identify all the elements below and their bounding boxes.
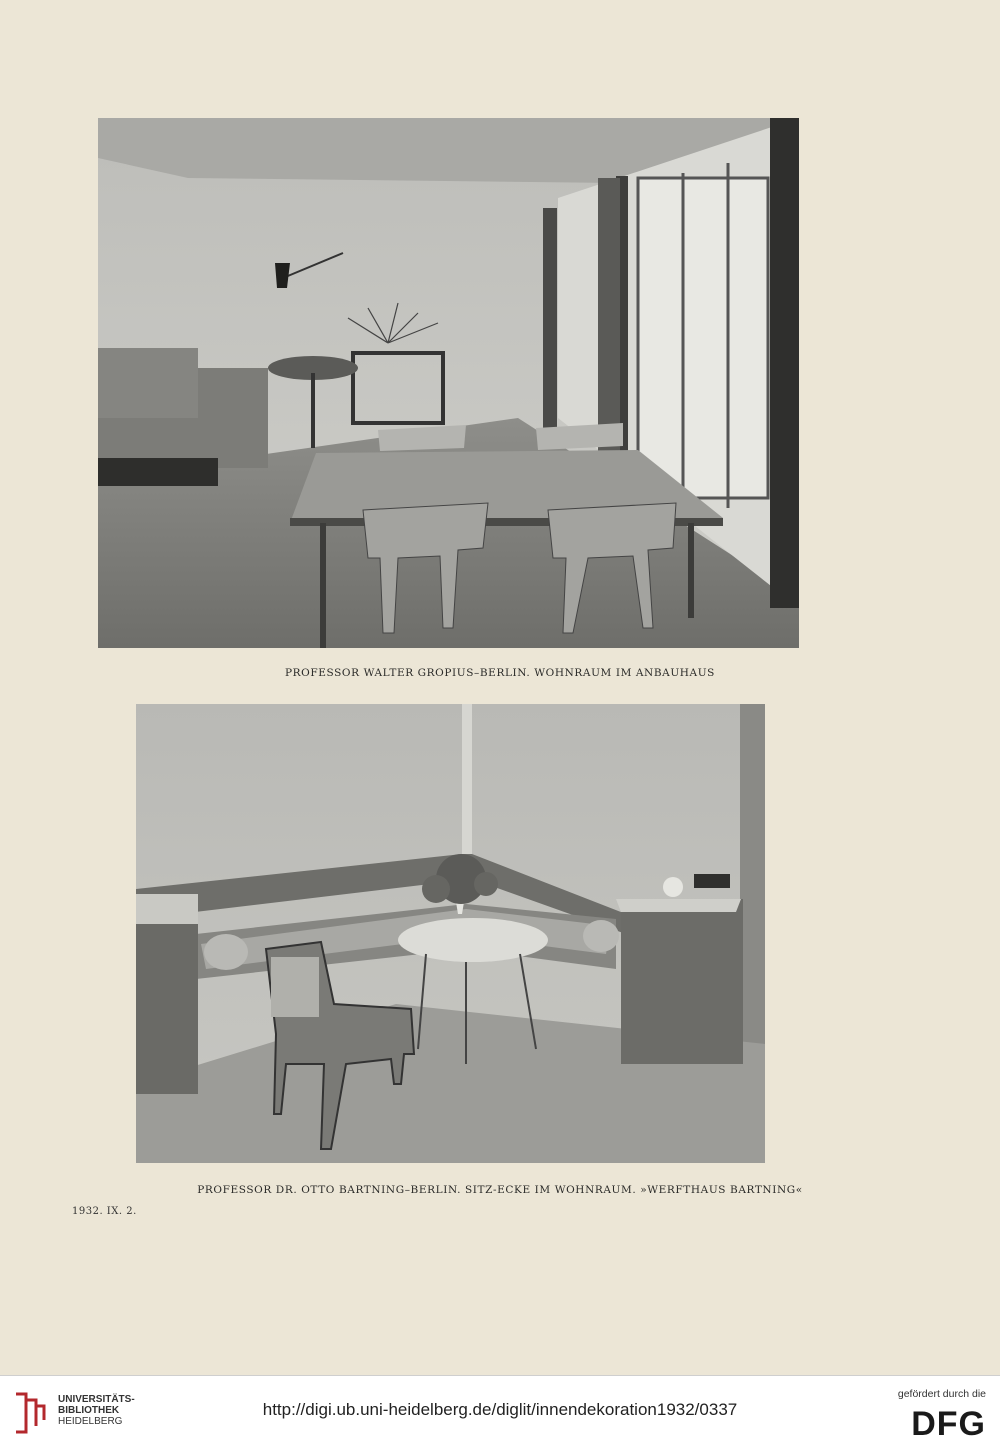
caption-gropius: PROFESSOR WALTER GROPIUS–BERLIN. WOHNRAUM IM ANBAUHAUS (285, 667, 715, 679)
dfg-logo[interactable]: DFG (911, 1405, 986, 1443)
library-name-line1: UNIVERSITÄTS- (58, 1394, 135, 1405)
permalink-url[interactable]: http://digi.ub.uni-heidelberg.de/diglit/innendekoration1932/0337 (262, 1400, 738, 1419)
page-reference: 1932. IX. 2. (72, 1206, 137, 1217)
gropius-living-room-photo (98, 118, 799, 648)
bartning-seating-corner-photo (136, 704, 765, 1163)
seating-corner-illustration (136, 704, 765, 1163)
living-room-illustration (98, 118, 799, 648)
library-name-line2: BIBLIOTHEK (58, 1405, 120, 1416)
library-name-line3: HEIDELBERG (58, 1416, 123, 1427)
footer-bar (0, 1375, 1000, 1451)
funded-by-label: gefördert durch die (897, 1388, 986, 1400)
caption-bartning: PROFESSOR DR. OTTO BARTNING–BERLIN. SITZ-ECKE IM WOHNRAUM. »WERFTHAUS BARTNING« (197, 1184, 803, 1196)
